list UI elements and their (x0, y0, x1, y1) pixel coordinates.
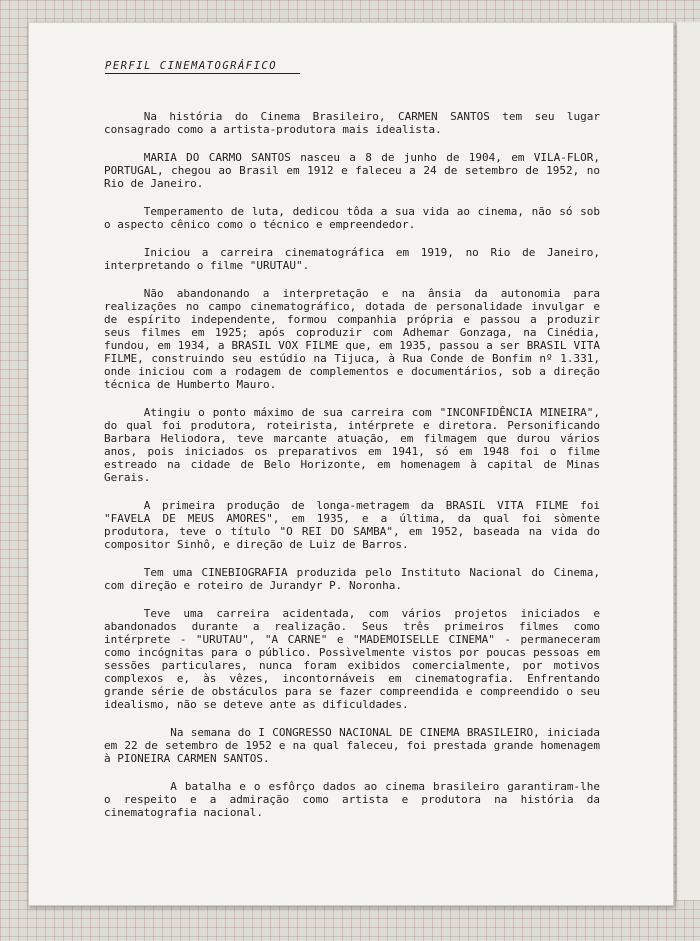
paragraph-production: Não abandonando a interpretação e na ânsia da autonomia para realizações no campo cinematográfico, dotada de personalidade invulgar e de espírito independente, formou companhia própria e passou a produzir seus filmes em 1925; após coproduzir com Adhemar Gonzaga, na Cinédia, fundou, em 1934, a BRASIL VOX FILME que, em 1935, passou a ser BRASIL VITA FILME, construindo seu estúdio na Tijuca, à Rua Conde de Bonfim nº 1.331, onde iniciou com a rodagem de complementos e documentários, sob a direção técnica de Humberto Mauro. (104, 287, 600, 391)
paragraph-cinebiografia: Tem uma CINEBIOGRAFIA produzida pelo Instituto Nacional do Cinema, com direção e roteiro de Jurandyr P. Noronha. (104, 566, 600, 592)
next-page-edge (676, 22, 700, 900)
paragraph-first-production: A primeira produção de longa-metragem da BRASIL VITA FILME foi "FAVELA DE MEUS AMORES", em 1935, e a última, da qual foi sòmente produtora, teve o título "O REI DO SAMBA", em 1952, baseada na vida do compositor Sinhô, e direção de Luiz de Barros. (104, 499, 600, 551)
paragraph-career-start: Iniciou a carreira cinematográfica em 1919, no Rio de Janeiro, interpretando o filme "URUTAU". (104, 246, 600, 272)
paragraph-intro: Na história do Cinema Brasileiro, CARMEN SANTOS tem seu lugar consagrado como a artista-produtora mais idealista. (104, 110, 600, 136)
document-body (104, 110, 600, 834)
paragraph-inconfidencia: Atingiu o ponto máximo de sua carreira com "INCONFIDÊNCIA MINEIRA", do qual foi produtora, roteirista, intérprete e diretora. Personificando Barbara Heliodora, teve marcante atuação, em filmagem que durou vários anos, pois iniciados os preparativos em 1941, só em 1948 foi o filme estreado na cidade de Belo Horizonte, em homenagem à capital de Minas Gerais. (104, 406, 600, 484)
paragraph-birth: MARIA DO CARMO SANTOS nasceu a 8 de junho de 1904, em VILA-FLOR, PORTUGAL, chegou ao Brasil em 1912 e faleceu a 24 de setembro de 1952, no Rio de Janeiro. (104, 151, 600, 190)
paragraph-temperament: Temperamento de luta, dedicou tôda a sua vida ao cinema, não só sob o aspecto cênico como o técnico e empreendedor. (104, 205, 600, 231)
page-header: PERFIL CINEMATOGRÁFICO (105, 60, 300, 74)
paragraph-troubled-career: Teve uma carreira acidentada, com vários projetos iniciados e abandonados durante a realização. Seus três primeiros filmes como intérprete - "URUTAU", "A CARNE" e "MADEMOISELLE CINEMA" - permaneceram como incógnitas para o público. Possìvelmente vistos por poucas pessoas em sessões particulares, nunca foram exibidos comercialmente, por motivos complexos e, às vêzes, incontornáveis em cinematografia. Enfrentando grande série de obstáculos para se fazer compreendida e compreendido o seu idealismo, não se deteve ante as dificuldades. (104, 607, 600, 711)
paragraph-congress: Na semana do I CONGRESSO NACIONAL DE CINEMA BRASILEIRO, iniciada em 22 de setembro de 1952 e na qual faleceu, foi prestada grande homenagem à PIONEIRA CARMEN SANTOS. (104, 726, 600, 765)
paragraph-closing: A batalha e o esfôrço dados ao cinema brasileiro garantiram-lhe o respeito e a admiração como artista e produtora na história da cinematografia nacional. (104, 780, 600, 819)
